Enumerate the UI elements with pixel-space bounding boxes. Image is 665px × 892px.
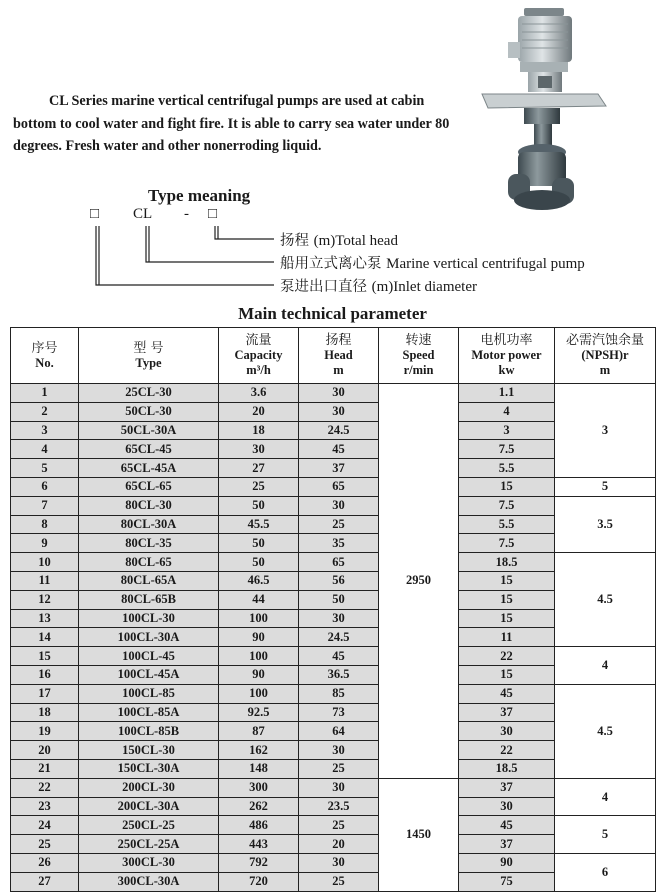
cell-head: 20: [299, 835, 379, 854]
cell-no: 4: [11, 440, 79, 459]
cell-head: 30: [299, 778, 379, 797]
cell-motor-power: 30: [459, 722, 555, 741]
cell-motor-power: 75: [459, 872, 555, 891]
cell-no: 19: [11, 722, 79, 741]
cell-type: 65CL-65: [79, 477, 219, 496]
cell-capacity: 90: [219, 665, 299, 684]
cell-head: 35: [299, 534, 379, 553]
cell-capacity: 50: [219, 534, 299, 553]
cell-head: 30: [299, 609, 379, 628]
cell-type: 65CL-45: [79, 440, 219, 459]
cell-motor-power: 4: [459, 402, 555, 421]
cell-no: 2: [11, 402, 79, 421]
cell-head: 65: [299, 553, 379, 572]
cell-type: 65CL-45A: [79, 459, 219, 478]
cell-head: 24.5: [299, 421, 379, 440]
cell-type: 200CL-30A: [79, 797, 219, 816]
cell-speed: 2950: [379, 384, 459, 779]
cell-npsh: 5: [555, 816, 656, 854]
header-type: 型 号 Type: [79, 328, 219, 384]
cell-no: 17: [11, 684, 79, 703]
label-total-head: 扬程 (m)Total head: [280, 233, 398, 249]
cell-type: 25CL-30: [79, 384, 219, 403]
cell-head: 37: [299, 459, 379, 478]
cell-type: 50CL-30A: [79, 421, 219, 440]
table-row: [11, 853, 656, 872]
header-capacity: 流量 Capacity m³/h: [219, 328, 299, 384]
cell-head: 64: [299, 722, 379, 741]
cell-type: 150CL-30: [79, 741, 219, 760]
cell-no: 6: [11, 477, 79, 496]
cell-head: 25: [299, 515, 379, 534]
cell-no: 25: [11, 835, 79, 854]
table-row: [11, 647, 656, 666]
cell-motor-power: 90: [459, 853, 555, 872]
table-row: [11, 816, 656, 835]
cell-capacity: 45.5: [219, 515, 299, 534]
cell-npsh: 3: [555, 384, 656, 478]
cell-no: 21: [11, 759, 79, 778]
cell-type: 100CL-45A: [79, 665, 219, 684]
cell-capacity: 486: [219, 816, 299, 835]
cell-no: 12: [11, 590, 79, 609]
cell-capacity: 262: [219, 797, 299, 816]
intro-paragraph: [13, 90, 458, 158]
cell-no: 24: [11, 816, 79, 835]
cell-head: 25: [299, 872, 379, 891]
cell-capacity: 92.5: [219, 703, 299, 722]
cell-no: 22: [11, 778, 79, 797]
cell-head: 56: [299, 571, 379, 590]
cell-type: 100CL-85A: [79, 703, 219, 722]
header-speed: 转速 Speed r/min: [379, 328, 459, 384]
cell-motor-power: 7.5: [459, 496, 555, 515]
cell-motor-power: 11: [459, 628, 555, 647]
cell-head: 45: [299, 440, 379, 459]
cell-capacity: 25: [219, 477, 299, 496]
cell-head: 25: [299, 816, 379, 835]
cell-no: 16: [11, 665, 79, 684]
cell-no: 18: [11, 703, 79, 722]
cell-capacity: 87: [219, 722, 299, 741]
cell-capacity: 443: [219, 835, 299, 854]
cell-type: 100CL-45: [79, 647, 219, 666]
type-meaning-title: Type meaning: [148, 186, 251, 205]
cell-motor-power: 45: [459, 684, 555, 703]
cell-head: 65: [299, 477, 379, 496]
cell-npsh: 6: [555, 853, 656, 891]
cell-motor-power: 15: [459, 477, 555, 496]
cell-capacity: 44: [219, 590, 299, 609]
series-code: CL: [133, 206, 153, 222]
cell-motor-power: 5.5: [459, 515, 555, 534]
cell-capacity: 3.6: [219, 384, 299, 403]
cell-type: 100CL-30A: [79, 628, 219, 647]
table-header-row: [11, 328, 656, 384]
header-motor-power: 电机功率 Motor power kw: [459, 328, 555, 384]
inlet-diameter-box: □: [90, 206, 100, 222]
cell-capacity: 50: [219, 553, 299, 572]
cell-type: 100CL-30: [79, 609, 219, 628]
cell-capacity: 100: [219, 647, 299, 666]
table-row: [11, 684, 656, 703]
cell-head: 85: [299, 684, 379, 703]
cell-motor-power: 5.5: [459, 459, 555, 478]
cell-no: 20: [11, 741, 79, 760]
cell-no: 3: [11, 421, 79, 440]
header-head: 扬程 Head m: [299, 328, 379, 384]
cell-type: 150CL-30A: [79, 759, 219, 778]
cell-motor-power: 15: [459, 665, 555, 684]
cell-motor-power: 30: [459, 797, 555, 816]
cell-npsh: 4.5: [555, 684, 656, 778]
cell-motor-power: 15: [459, 590, 555, 609]
cell-no: 26: [11, 853, 79, 872]
cell-type: 100CL-85B: [79, 722, 219, 741]
cell-capacity: 30: [219, 440, 299, 459]
cell-npsh: 4: [555, 647, 656, 685]
pump-image: [478, 2, 608, 222]
cell-capacity: 100: [219, 684, 299, 703]
cell-head: 30: [299, 853, 379, 872]
cell-head: 30: [299, 496, 379, 515]
cell-motor-power: 7.5: [459, 440, 555, 459]
cell-type: 50CL-30: [79, 402, 219, 421]
cell-head: 24.5: [299, 628, 379, 647]
cell-type: 100CL-85: [79, 684, 219, 703]
parameter-table: [10, 327, 656, 892]
cell-motor-power: 18.5: [459, 553, 555, 572]
cell-capacity: 46.5: [219, 571, 299, 590]
cell-no: 14: [11, 628, 79, 647]
table-row: [11, 553, 656, 572]
cell-no: 23: [11, 797, 79, 816]
cell-motor-power: 45: [459, 816, 555, 835]
cell-no: 5: [11, 459, 79, 478]
label-pump-type: 船用立式离心泵 Marine vertical centrifugal pump: [280, 256, 585, 272]
cell-head: 25: [299, 759, 379, 778]
cell-no: 7: [11, 496, 79, 515]
cell-head: 36.5: [299, 665, 379, 684]
cell-capacity: 148: [219, 759, 299, 778]
cell-type: 80CL-65A: [79, 571, 219, 590]
table-title: Main technical parameter: [238, 304, 427, 323]
cell-head: 30: [299, 741, 379, 760]
type-code-diagram: [90, 206, 290, 226]
table-body: [11, 384, 656, 892]
cell-type: 80CL-65: [79, 553, 219, 572]
cell-capacity: 18: [219, 421, 299, 440]
cell-npsh: 4: [555, 778, 656, 816]
cell-capacity: 20: [219, 402, 299, 421]
cell-motor-power: 22: [459, 647, 555, 666]
cell-no: 13: [11, 609, 79, 628]
cell-no: 15: [11, 647, 79, 666]
cell-motor-power: 37: [459, 778, 555, 797]
table-row: [11, 778, 656, 797]
table-row: [11, 496, 656, 515]
cell-motor-power: 37: [459, 703, 555, 722]
cell-capacity: 90: [219, 628, 299, 647]
cell-capacity: 27: [219, 459, 299, 478]
total-head-box: □: [208, 206, 218, 222]
cell-head: 23.5: [299, 797, 379, 816]
cell-type: 200CL-30: [79, 778, 219, 797]
cell-motor-power: 15: [459, 609, 555, 628]
label-inlet-diameter: 泵进出口直径 (m)Inlet diameter: [280, 279, 477, 295]
cell-motor-power: 37: [459, 835, 555, 854]
header-no: 序号 No.: [11, 328, 79, 384]
cell-type: 250CL-25: [79, 816, 219, 835]
cell-npsh: 4.5: [555, 553, 656, 647]
cell-type: 300CL-30: [79, 853, 219, 872]
header-npsh: 必需汽蚀余量 (NPSH)r m: [555, 328, 656, 384]
cell-npsh: 3.5: [555, 496, 656, 552]
cell-capacity: 50: [219, 496, 299, 515]
table-row: [11, 384, 656, 403]
cell-head: 45: [299, 647, 379, 666]
cell-npsh: 5: [555, 477, 656, 496]
cell-motor-power: 3: [459, 421, 555, 440]
table-row: [11, 477, 656, 496]
cell-no: 10: [11, 553, 79, 572]
cell-speed: 1450: [379, 778, 459, 891]
cell-capacity: 720: [219, 872, 299, 891]
cell-capacity: 100: [219, 609, 299, 628]
cell-head: 30: [299, 402, 379, 421]
cell-no: 9: [11, 534, 79, 553]
cell-type: 80CL-65B: [79, 590, 219, 609]
cell-capacity: 162: [219, 741, 299, 760]
cell-no: 11: [11, 571, 79, 590]
cell-motor-power: 15: [459, 571, 555, 590]
cell-capacity: 300: [219, 778, 299, 797]
cell-head: 30: [299, 384, 379, 403]
cell-motor-power: 22: [459, 741, 555, 760]
cell-type: 80CL-30: [79, 496, 219, 515]
cell-type: 80CL-35: [79, 534, 219, 553]
cell-type: 250CL-25A: [79, 835, 219, 854]
cell-type: 80CL-30A: [79, 515, 219, 534]
cell-no: 27: [11, 872, 79, 891]
cell-head: 73: [299, 703, 379, 722]
cell-capacity: 792: [219, 853, 299, 872]
cell-motor-power: 18.5: [459, 759, 555, 778]
code-dash: -: [184, 206, 189, 222]
cell-type: 300CL-30A: [79, 872, 219, 891]
cell-head: 50: [299, 590, 379, 609]
cell-no: 8: [11, 515, 79, 534]
cell-motor-power: 7.5: [459, 534, 555, 553]
cell-no: 1: [11, 384, 79, 403]
cell-motor-power: 1.1: [459, 384, 555, 403]
intro-text: CL Series marine vertical centrifugal pumps are used at cabin bottom to cool water and fight fire. It is able to carry sea water under 80 degrees. Fresh water and other nonerroding liquid.: [13, 93, 450, 154]
